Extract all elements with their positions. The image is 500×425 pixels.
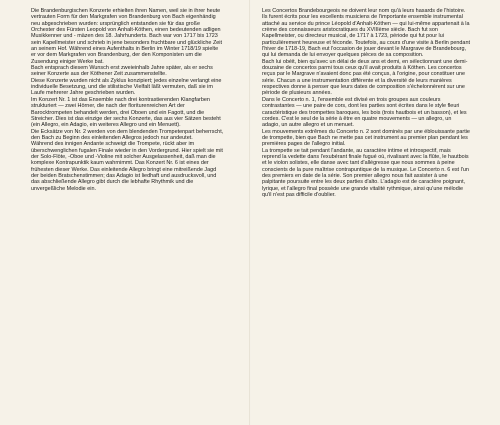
paragraph: Während des innigen Andante schweigt die Trompete, rückt aber im überschwenglichen fugalen Finale wieder in den Vordergrund. Hier spielt sie mit der Solo-Flöte, -Oboe und -Violine mit solcher Ausgelassenheit, daß man die komplexe Kontrapunktik kaum wahrnimmt. Das Konzert Nr. 6 ist eines der frühesten dieser Werke. Das einleitende Allegro bringt eine mitreißende Jagd der beiden Bratschenstimmen; das Adagio ist liedhaft und ausdrucksvoll, und das abschließende Allegro gibt durch die lebhafte Rhythmik und die unvergeßliche Melodie ein. xyxy=(31,141,223,192)
paragraph: Les Concertos Brandebourgeois ne doivent leur nom qu'à leurs hasards de l'histoire. xyxy=(262,8,466,14)
paragraph: Die Brandenburgischen Konzerte erhielten ihren Namen, weil sie in ihrer heute vertrauten Form für den Markgrafen von Brandenburg von Bach eigenhändig neu abgeschrieben wurden: ursprünglich entstanden sie für das große Orchester des Fürsten Leopold von Anhalt-Köthen, einen bedeutenden adligen Musikkenner und - mäzen des 18. Jahrhunderts. Bach war von 1717 bis 1723 sein Kapellmeister und schrieb in jene besonders fruchtbare und glückliche Zeit an seinem Hof. Während eines Aufenthalts in Berlin im Winter 1718/19 spielte er vor dem Markgrafen von Brandenburg, der den Komponisten um die Zusendung einiger Werke bat. xyxy=(31,8,223,65)
paragraph: Im Konzert Nr. 1 ist das Ensemble nach drei kontrastierenden Klangfarben strukturiert — zwei Hörner, die nach der floriturenreichen Art der Barocktrompeten behandelt werden, drei Oboen und ein Fagott, und die Streicher. Dies ist das einzige der sechs Konzerte, das aus vier Sätzen besteht (ein Allegro, ein Adagio, ein weiteres Allegro und ein Menuett). xyxy=(31,96,221,129)
paragraph: Diese Konzerte wurden nicht als Zyklus konzipiert; jedes einzelne verlangt eine individuelle Besetzung, und die stilistische Vielfalt läßt vermuten, daß sie im Laufe mehrerer Jahre geschrieben wurden. xyxy=(31,77,222,97)
page-fold xyxy=(249,0,251,425)
paragraph: Dans le Concerto n. 1, l'ensemble est divisé en trois groupes aux couleurs contrastantes — une paire de cors, dont les parties sont écrites dans le style fleuri caractéristique des trompettes baroques, les bois (trois hautbois et un basson), et les cordes. C'est le seul de la série à être en quatre mouvements — un allegro, un adagio, un autre allegro et un menuet. xyxy=(262,96,467,129)
paragraph: Bach entsprach diesem Wunsch erst zweieinhalb Jahre später, als er sechs seiner Konzerte aus der Köthener Zeit zusammenstellte. xyxy=(31,65,213,78)
paragraph: Les mouvements extrêmes du Concerto n. 2 sont dominés par une éblouissante partie de trompette, bien que Bach ne mette pas cet instrument au premier plan pendant les premières pages de l'allegro initial. xyxy=(262,128,470,148)
paragraph: Bach lui obéit, bien qu'avec un délai de deux ans et demi, en sélectionnant une demi-douzaine de concertos parmi tous ceux qu'il avait produits à Köthen. Les concertos reçus par le Margrave n'avaient donc pas été conçus, à l'origine, pour constituer une série. Chacun a une instrumentation différente et la diversité de leurs manières respectives donne à penser que leurs dates de composition s'échelonnèrent sur une période de plusieurs années. xyxy=(262,58,468,97)
german-text-column xyxy=(31,8,224,420)
paragraph: La trompette se tait pendant l'andante, au caractère intime et introspectif, mais reprend la vedette dans l'exubérant finale fugué où, rivalisant avec la flûte, le hautbois et le violon solistes, elle danse avec tant d'allégresse que nous sommes à peine conscients de la pure maîtrise contrapuntique de la musique. Le Concerto n. 6 est l'un des premiers en date de la série. Son premier allegro nous fait assister à une palpitante poursuite entre les deux parties d'alto. L'adagio est de caractère poignant, lyrique, et l'allegro final possède une grande vitalité rythmique, ainsi qu'une mélodie qu'il n'est pas difficile d'oublier. xyxy=(262,147,469,198)
paragraph: Die Ecksätze von Nr. 2 werden von dem blendenden Trompetenpart beherrscht, den Bach zu Beginn des einleitenden Allegros jedoch nur andeutet. xyxy=(31,128,224,141)
paragraph: Ils furent écrits pour les excellents musiciens de l'importante ensemble instrumental attaché au service du prince Léopold d'Anhalt-Köthen — qui lui-même appartenait à la crème des connaisseurs aristocratiques du XVIIIème siècle. Bach fut son Kapellmeister, ou directeur musical, de 1717 à 1723, période qui fut pour lui particulièrement heureuse et féconde. Toutefois, au cours d'une visite à Berlin pendant l'hiver de 1718-19, Bach eut l'occasion de jouer devant le Margrave de Brandebourg, qui lui demanda de lui envoyer quelques pièces de sa composition. xyxy=(262,14,470,59)
french-text-column xyxy=(262,8,470,420)
